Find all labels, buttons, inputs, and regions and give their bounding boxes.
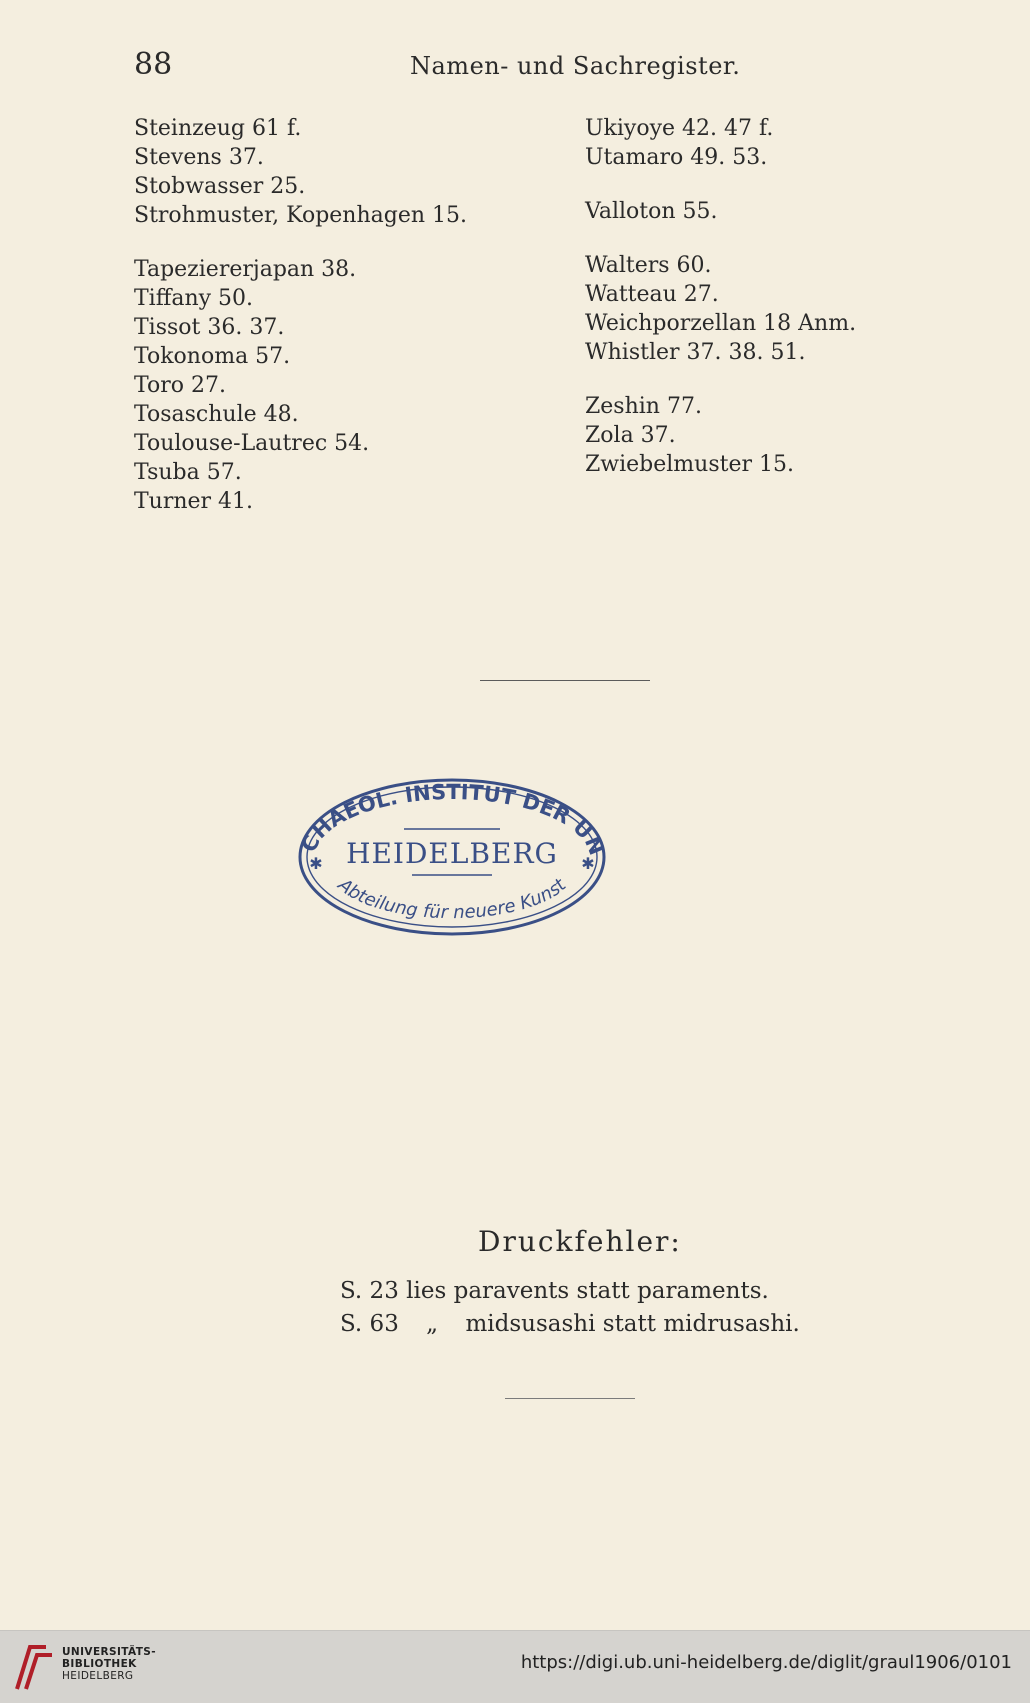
group-gap — [134, 230, 524, 255]
index-group-z — [585, 392, 945, 479]
running-head: Namen- und Sachregister. — [410, 52, 741, 80]
errata-title: Druckfehler: — [478, 1225, 682, 1258]
library-stamp — [292, 773, 612, 938]
errata-line-2 — [340, 1311, 800, 1337]
errata-statt: statt — [602, 1311, 657, 1337]
errata-wrong-word: midsusashi — [465, 1311, 596, 1337]
index-entry: Tissot 36. 37. — [134, 315, 285, 340]
stamp-graphic — [292, 773, 612, 938]
index-group-v — [585, 197, 945, 226]
logo-line-3: HEIDELBERG — [62, 1670, 134, 1682]
errata-line-1 — [340, 1278, 769, 1304]
index-entry: Whistler 37. 38. 51. — [585, 340, 806, 365]
stamp-star-left: ✱ — [309, 854, 323, 873]
index-entry: Tokonoma 57. — [134, 344, 291, 369]
library-logo-text — [62, 1646, 156, 1682]
errata-statt: statt — [576, 1278, 630, 1304]
source-url-link[interactable]: https://digi.ub.uni-heidelberg.de/diglit/graul1906/0101 — [520, 1652, 1012, 1673]
index-right-column — [585, 114, 945, 479]
stamp-bottom-text — [333, 874, 571, 923]
group-gap — [585, 226, 945, 251]
stamp-star-right: ✱ — [581, 854, 595, 873]
index-entry: Valloton 55. — [585, 199, 718, 224]
logo-line-1: UNIVERSITÄTS- — [62, 1646, 157, 1658]
errata-page-ref: S. 63 — [340, 1311, 399, 1337]
index-entry: Walters 60. — [585, 253, 712, 278]
index-group-u — [585, 114, 945, 172]
footer-bar — [0, 1630, 1030, 1703]
index-entry: Strohmuster, Kopenhagen 15. — [134, 203, 468, 228]
index-entry: Weichporzellan 18 Anm. — [585, 311, 857, 336]
section-divider — [480, 680, 650, 681]
group-gap — [585, 367, 945, 392]
index-entry: Toro 27. — [134, 373, 226, 398]
index-group-s — [134, 114, 524, 230]
index-left-column — [134, 114, 524, 516]
bottom-divider — [505, 1398, 635, 1399]
errata-page-ref: S. 23 — [340, 1278, 399, 1304]
index-entry: Zwiebelmuster 15. — [585, 452, 794, 477]
errata-ditto-mark: „ — [426, 1311, 439, 1337]
stamp-bottom-textpath: Abteilung für neuere Kunst — [333, 874, 571, 924]
errata-correct-word: midrusashi. — [663, 1311, 800, 1337]
stamp-center-text: HEIDELBERG — [346, 837, 558, 870]
index-entry: Utamaro 49. 53. — [585, 145, 768, 170]
index-group-t — [134, 255, 524, 516]
logo-line-2: BIBLIOTHEK — [62, 1658, 137, 1670]
errata-wrong-word: paravents — [453, 1278, 570, 1304]
index-entry: Tsuba 57. — [134, 460, 242, 485]
group-gap — [585, 172, 945, 197]
index-entry: Stobwasser 25. — [134, 174, 306, 199]
index-entry: Steinzeug 61 f. — [134, 116, 302, 141]
index-group-w — [585, 251, 945, 367]
index-entry: Toulouse-Lautrec 54. — [134, 431, 370, 456]
index-entry: Zeshin 77. — [585, 394, 702, 419]
index-entry: Tapeziererjapan 38. — [134, 257, 357, 282]
index-entry: Watteau 27. — [585, 282, 719, 307]
index-entry: Tosaschule 48. — [134, 402, 299, 427]
errata-instruction: lies — [406, 1278, 447, 1304]
index-entry: Tiffany 50. — [134, 286, 254, 311]
library-logo-graphic — [12, 1643, 56, 1691]
library-logo-icon — [12, 1643, 56, 1691]
index-entry: Zola 37. — [585, 423, 676, 448]
index-entry: Stevens 37. — [134, 145, 264, 170]
logo-stroke-2 — [26, 1655, 52, 1689]
index-entry: Ukiyoye 42. 47 f. — [585, 116, 774, 141]
stamp-top-textpath: CHAEOL. INSTITUT DER UN — [296, 779, 609, 859]
errata-correct-word: paraments. — [637, 1278, 769, 1304]
index-entry: Turner 41. — [134, 489, 254, 514]
page-number: 88 — [134, 47, 173, 82]
